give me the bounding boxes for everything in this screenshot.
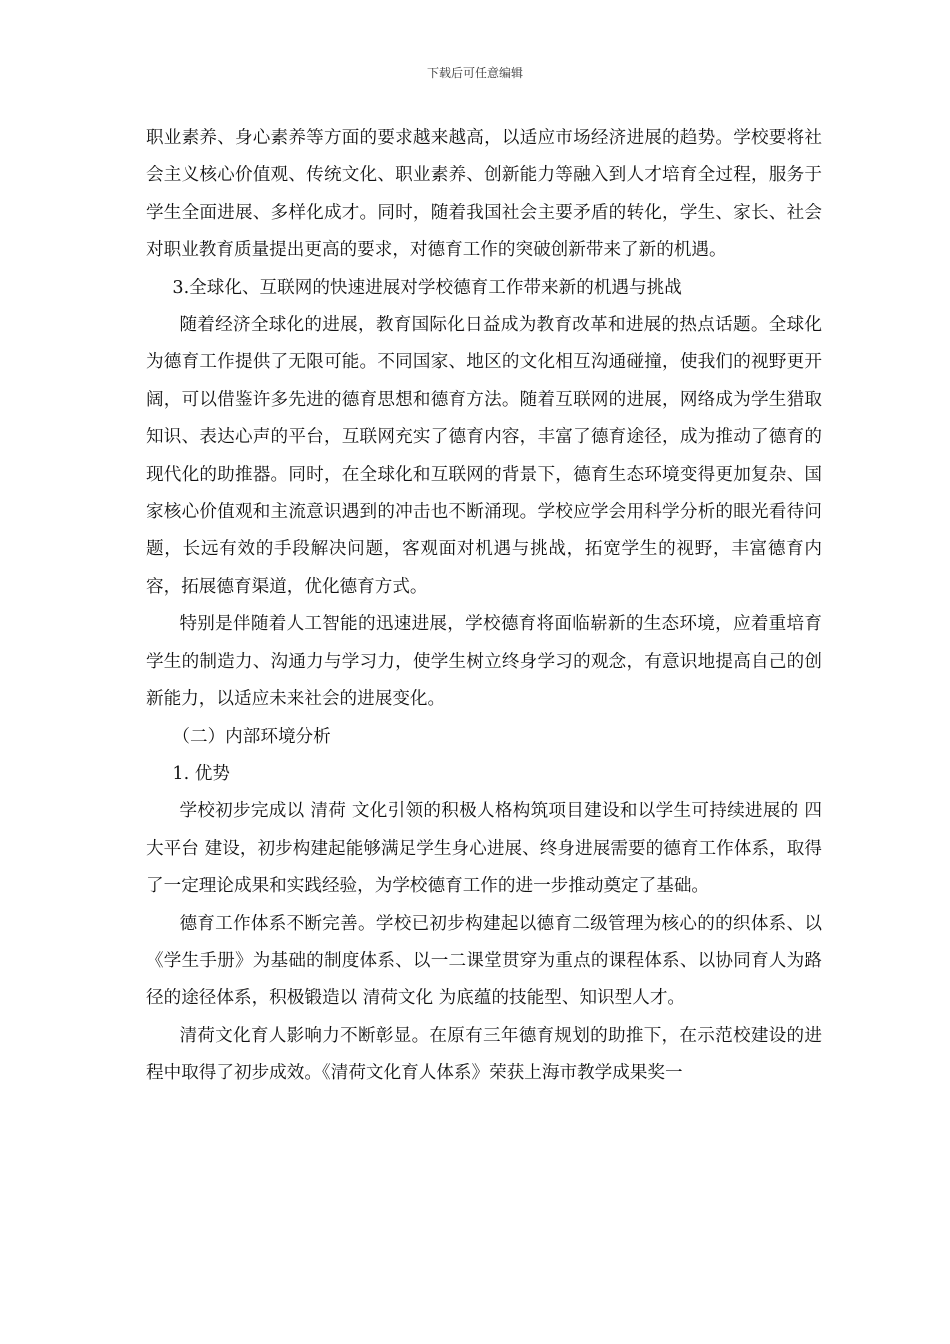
paragraph: 德育工作体系不断完善。学校已初步构建起以德育二级管理为核心的的织体系、以《学生手册》为基础的制度体系、以一二课堂贯穿为重点的课程体系、以协同育人为路径的途径体系，积极锻造以 清荷文化 为底蕴的技能型、知识型人才。 bbox=[146, 913, 822, 1009]
paragraph: 清荷文化育人影响力不断彰显。在原有三年德育规划的助推下，在示范校建设的进程中取得了初步成效。《清荷文化育人体系》荣获上海市教学成果奖一 bbox=[146, 1025, 822, 1084]
section-heading: 1. 优势 bbox=[172, 763, 230, 784]
paragraph: 特别是伴随着人工智能的迅速进展，学校德育将面临崭新的生态环境，应着重培育学生的制造力、沟通力与学习力，使学生树立终身学习的观念，有意识地提高自己的创新能力，以适应未来社会的进展变化。 bbox=[146, 614, 822, 710]
paragraph: 随着经济全球化的进展，教育国际化日益成为教育改革和进展的热点话题。全球化为德育工作提供了无限可能。不同国家、地区的文化相互沟通碰撞，使我们的视野更开阔，可以借鉴许多先进的德育思想和德育方法。随着互联网的进展，网络成为学生猎取知识、表达心声的平台，互联网充实了德育内容，丰富了德育途径，成为推动了德育的现代化的助推器。同时，在全球化和互联网的背景下，德育生态环境变得更加复杂、国家核心价值观和主流意识遇到的冲击也不断涌现。学校应学会用科学分析的眼光看待问题，长远有效的手段解决问题，客观面对机遇与挑战，拓宽学生的视野，丰富德育内容，拓展德育渠道，优化德育方式。 bbox=[146, 315, 822, 597]
document-body bbox=[146, 120, 822, 1093]
section-heading: 3.全球化、互联网的快速进展对学校德育工作带来新的机遇与挑战 bbox=[172, 277, 682, 298]
page-header: 下载后可任意编辑 bbox=[426, 66, 523, 80]
paragraph: 职业素养、身心素养等方面的要求越来越高，以适应市场经济进展的趋势。学校要将社会主义核心价值观、传统文化、职业素养、创新能力等融入到人才培育全过程，服务于学生全面进展、多样化成才。同时，随着我国社会主要矛盾的转化，学生、家长、社会对职业教育质量提出更高的要求，对德育工作的突破创新带来了新的机遇。 bbox=[146, 128, 822, 261]
section-heading: （二）内部环境分析 bbox=[172, 726, 331, 747]
paragraph: 学校初步完成以 清荷 文化引领的积极人格构筑项目建设和以学生可持续进展的 四大平台 建设，初步构建起能够满足学生身心进展、终身进展需要的德育工作体系，取得了一定理论成果和实践经验，为学校德育工作的进一步推动奠定了基础。 bbox=[146, 801, 822, 897]
